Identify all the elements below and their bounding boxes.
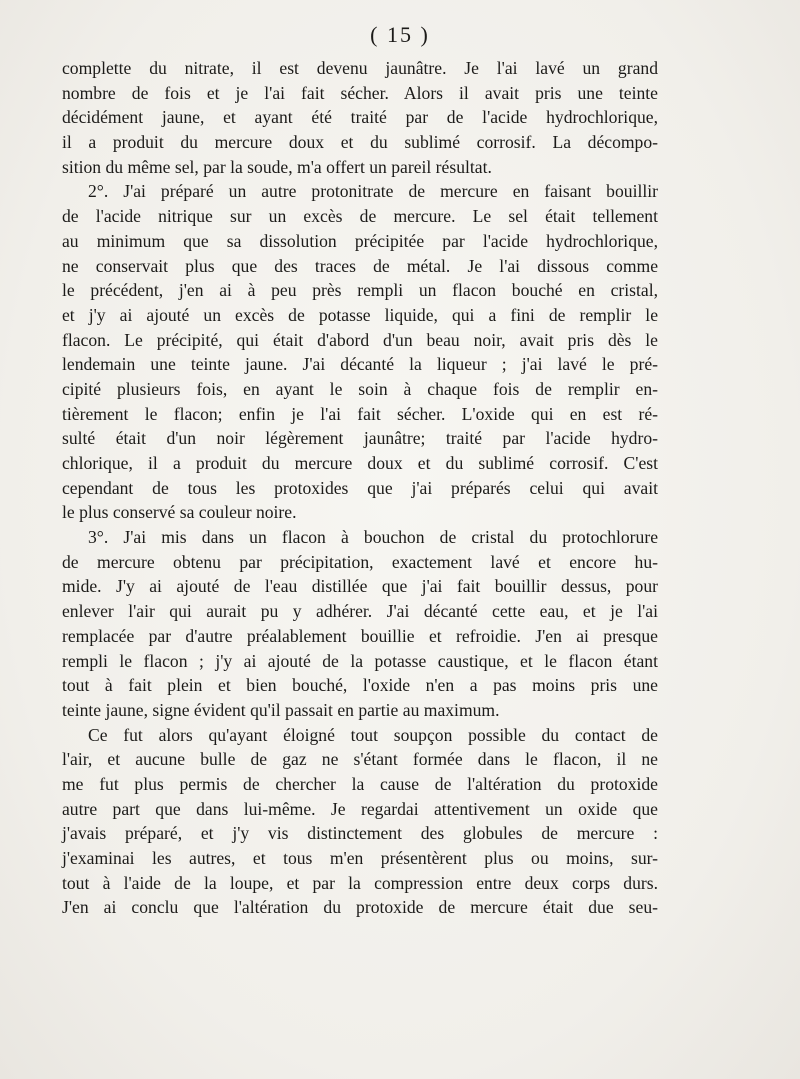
text-line: décidément jaune, et ayant été traité par de l'acide hydrochlorique, [62,107,658,128]
text-line: le précédent, j'en ai à peu près rempli un flacon bouché en cristal, [62,280,658,301]
text-line: au minimum que sa dissolution précipitée par l'acide hydrochlorique, [62,230,658,251]
text-line: j'examinai les autres, et tous m'en présentèrent plus ou moins, sur- [62,848,658,868]
text-line: Ce fut alors qu'ayant éloigné tout soupçon possible du contact de [88,724,658,745]
page-number: ( 15 ) [370,22,430,47]
text-line: il a produit du mercure doux et du sublimé corrosif. La décompo- [62,132,658,153]
text-line: de mercure obtenu par précipitation, exactement lavé et encore hu- [62,551,658,572]
text-line: sition du même sel, par la soude, m'a offert un pareil résultat. [62,156,492,177]
text-line: chlorique, il a produit du mercure doux et du sublimé corrosif. C'est [62,453,658,473]
text-line: 3°. J'ai mis dans un flacon à bouchon de cristal du protochlorure [88,527,658,548]
text-line: lendemain une teinte jaune. J'ai décanté la liqueur ; j'ai lavé le pré- [62,354,658,375]
text-line: 2°. J'ai préparé un autre protonitrate de mercure en faisant bouillir [88,181,658,202]
body-text [62,56,658,920]
text-line: remplacée par d'autre préalablement bouillie et refroidie. J'en ai presque [62,625,658,646]
text-line: complette du nitrate, il est devenu jaunâtre. Je l'ai lavé un grand [62,58,658,78]
text-line: me fut plus permis de chercher la cause de l'altération du protoxide [62,773,658,794]
text-line: mide. J'y ai ajouté de l'eau distillée que j'ai fait bouillir dessus, pour [62,576,658,597]
text-line: le plus conservé sa couleur noire. [62,502,297,523]
text-line: nombre de fois et je l'ai fait sécher. Alors il avait pris une teinte [62,82,658,103]
text-line: J'en ai conclu que l'altération du protoxide de mercure était due seu- [62,897,658,918]
text-line: autre part que dans lui-même. Je regardai attentivement un oxide que [62,798,658,819]
text-line: sulté était d'un noir légèrement jaunâtre; traité par l'acide hydro- [62,428,658,449]
text-line: et j'y ai ajouté un excès de potasse liquide, qui a fini de remplir le [62,304,658,325]
text-line: l'air, et aucune bulle de gaz ne s'étant formée dans le flacon, il ne [62,749,658,770]
text-line: enlever l'air qui aurait pu y adhérer. J'ai décanté cette eau, et je l'ai [62,601,658,622]
text-line: rempli le flacon ; j'y ai ajouté de la potasse caustique, et le flacon étant [62,650,658,671]
text-line: tout à l'aide de la loupe, et par la compression entre deux corps durs. [62,872,658,893]
text-line: tièrement le flacon; enfin je l'ai fait sécher. L'oxide qui en est ré- [62,403,658,424]
text-line: ne conservait plus que des traces de métal. Je l'ai dissous comme [62,255,658,276]
text-line: teinte jaune, signe évident qu'il passait en partie au maximum. [62,699,500,720]
text-line: cipité plusieurs fois, en ayant le soin à chaque fois de remplir en- [62,378,658,399]
text-line: j'avais préparé, et j'y vis distinctement des globules de mercure : [62,823,658,844]
text-line: tout à fait plein et bien bouché, l'oxide n'en a pas moins pris une [62,675,658,696]
text-line: de l'acide nitrique sur un excès de mercure. Le sel était tellement [62,206,658,227]
text-line: flacon. Le précipité, qui était d'abord d'un beau noir, avait pris dès le [62,329,658,350]
text-line: cependant de tous les protoxides que j'ai préparés celui qui avait [62,477,658,498]
